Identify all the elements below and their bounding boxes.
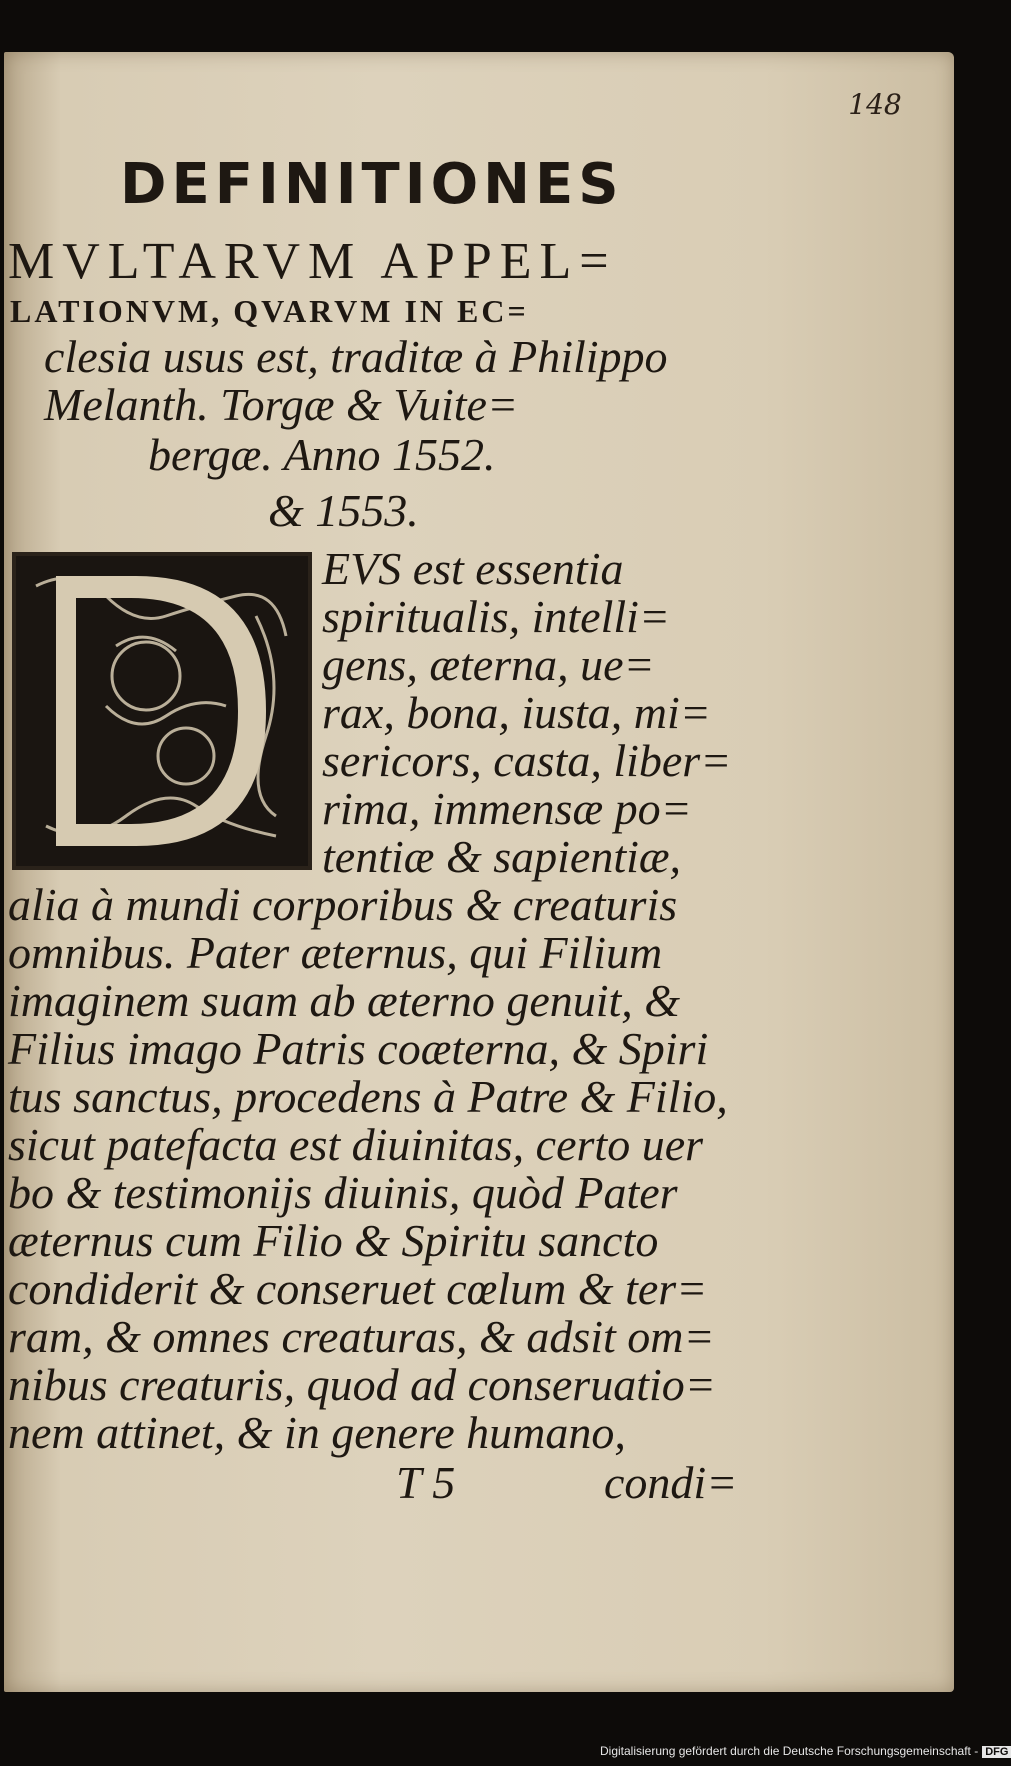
- title-line-2: MVLTARVM APPEL=: [8, 233, 617, 290]
- title-line-1: DEFINITIONES: [120, 152, 624, 217]
- text-line: rima, immensæ po=: [322, 783, 692, 834]
- text-line: bo & testimonijs diuinis, quòd Pater: [8, 1167, 678, 1218]
- text-line: condiderit & conseruet cœlum & ter=: [8, 1263, 708, 1314]
- title-line-3: LATIONVM, QVARVM IN EC=: [10, 293, 529, 329]
- text-line: EVS est essentia: [322, 543, 624, 594]
- title-line-5: Melanth. Torgæ & Vuite=: [44, 379, 519, 430]
- decorated-initial-d: [12, 552, 312, 870]
- text-line: rax, bona, iusta, mi=: [322, 687, 711, 738]
- text-line: sericors, casta, liber=: [322, 735, 732, 786]
- text-line: nibus creaturis, quod ad conseruatio=: [8, 1359, 716, 1410]
- dfg-logo: DFG: [982, 1746, 1011, 1758]
- folio-number: 148: [848, 88, 902, 121]
- title-line-4: clesia usus est, traditæ à Philippo: [44, 331, 668, 382]
- text-line: imaginem suam ab æterno genuit, &: [8, 975, 681, 1026]
- credit-text: Digitalisierung gefördert durch die Deutsche Forschungsgemeinschaft -: [600, 1744, 979, 1758]
- text-line: Filius imago Patris coæterna, & Spiri: [8, 1023, 709, 1074]
- digitization-credit: [600, 1744, 1009, 1758]
- text-line: gens, æterna, ue=: [322, 639, 655, 690]
- signature-mark: T 5: [396, 1457, 456, 1508]
- ornament-icon: [16, 556, 308, 866]
- text-line: ram, & omnes creaturas, & adsit om=: [8, 1311, 715, 1362]
- text-line: tus sanctus, procedens à Patre & Filio,: [8, 1071, 728, 1122]
- title-line-7: & 1553.: [268, 485, 419, 536]
- text-line: sicut patefacta est diuinitas, certo uer: [8, 1119, 704, 1170]
- text-line: tentiæ & sapientiæ,: [322, 831, 682, 882]
- text-line: æternus cum Filio & Spiritu sancto: [8, 1215, 659, 1266]
- text-line: omnibus. Pater æternus, qui Filium: [8, 927, 663, 978]
- catchword: condi=: [604, 1457, 738, 1508]
- title-line-6: bergæ. Anno 1552.: [148, 429, 496, 480]
- text-line: alia à mundi corporibus & creaturis: [8, 879, 678, 930]
- text-line: spiritualis, intelli=: [322, 591, 670, 642]
- text-line: nem attinet, & in genere humano,: [8, 1407, 626, 1458]
